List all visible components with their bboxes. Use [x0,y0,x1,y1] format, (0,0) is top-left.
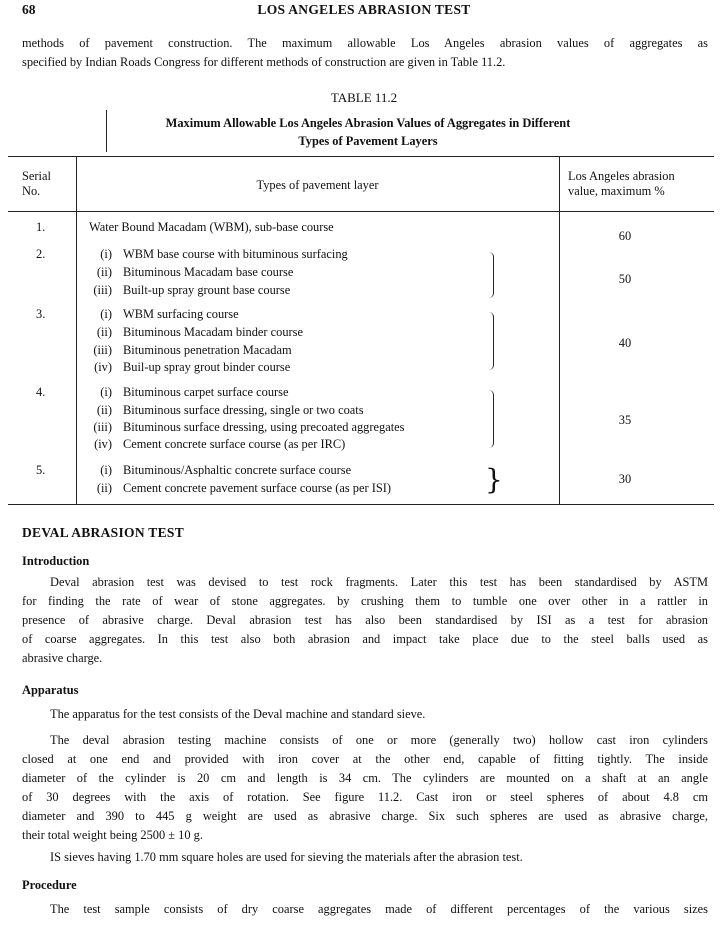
row-item-index: (iii) [93,420,112,434]
row-item: Built-up spray grount base course [123,283,291,297]
row-value: 40 [618,336,632,350]
row-item-index: (ii) [96,325,112,339]
row-item: Bituminous carpet surface course [123,385,289,399]
row-item-index: (i) [100,385,112,399]
row-item: Cement concrete pavement surface course (as per ISI) [123,481,391,495]
row-item-index: (i) [100,307,112,321]
row-serial: 4. [36,385,46,399]
row-item-index: (ii) [96,265,112,279]
procedure-paragraph [22,900,708,919]
text-line: The apparatus for the test consists of the Deval machine and standard sieve. [50,707,426,721]
text-line: of 30 degrees with the axis of rotation. See figure 11.2. Cast iron or steel spheres of about 4.8 cm [22,790,708,804]
apparatus-paragraph [22,848,708,867]
row-item-index: (iv) [94,360,112,374]
row-item: Bituminous Macadam binder course [123,325,303,339]
row-item-index: (iii) [93,343,112,357]
text-line: IS sieves having 1.70 mm square holes are used for sieving the materials after the abrasion test. [50,850,523,864]
apparatus-paragraph [22,731,708,845]
group-brace [489,252,494,298]
row-serial: 2. [36,247,46,261]
row-item: Bituminous penetration Macadam [123,343,292,357]
table-header-rule [8,211,714,212]
row-item: Bituminous surface dressing, single or two coats [123,403,364,417]
subsection-heading: Introduction [22,554,90,568]
text-line: The test sample consists of dry coarse aggregates made of different percentages of the various sizes [50,902,708,916]
col-header-line: No. [22,184,41,198]
introduction-paragraph [22,573,708,668]
apparatus-paragraph [22,705,708,724]
group-brace [489,390,494,448]
text-line: of coarse aggregates. In this test also both abrasion and impact take place due to the steel balls used as [22,632,708,646]
text-line: closed at one end and provided with iron cover at the other end, capable of fitting tightly. The inside [22,752,708,766]
row-value: 30 [618,472,632,486]
table-title [108,114,628,150]
table-bottom-rule [8,504,714,505]
caption-rule [106,110,107,152]
row-value: 50 [618,272,632,286]
table-top-rule [8,156,714,157]
col-header-serial [22,169,51,199]
text-line: methods of pavement construction. The maximum allowable Los Angeles abrasion values of aggregates as [22,36,708,50]
row-item-index: (i) [100,247,112,261]
row-item: Bituminous/Asphaltic concrete surface course [123,463,352,477]
running-title: LOS ANGELES ABRASION TEST [257,2,471,17]
section-heading: DEVAL ABRASION TEST [22,525,185,540]
row-item: WBM surfacing course [123,307,239,321]
row-serial: 5. [36,463,46,477]
col-header-line: Serial [22,169,51,183]
text-line: for finding the rate of wear of stone aggregates. by crushing them to tumble one over other in a rattler in [22,594,708,608]
table-col-divider [76,157,77,504]
row-item: WBM base course with bituminous surfacing [123,247,348,261]
row-value: 35 [618,413,632,427]
text-line: The deval abrasion testing machine consists of one or more (generally two) hollow cast iron cylinders [50,733,708,747]
row-item-index: (iii) [93,283,112,297]
text-line: specified by Indian Roads Congress for different methods of construction are given in Table 11.2. [22,55,506,69]
row-serial: 1. [36,220,46,234]
row-item-index: (iv) [94,437,112,451]
page-number: 68 [22,2,36,17]
group-brace [489,312,494,370]
row-item-index: (ii) [96,403,112,417]
text-line: abrasive charge. [22,651,103,665]
col-header-type: Types of pavement layer [256,178,379,192]
row-value: 60 [618,229,632,243]
row-item: Cement concrete surface course (as per IRC) [123,437,346,451]
text-line: diameter of the cylinder is 20 cm and length is 34 cm. The cylinders are mounted on a shaft at an angle [22,771,708,785]
table-number: TABLE 11.2 [330,90,398,105]
row-serial: 3. [36,307,46,321]
text-line: diameter and 390 to 445 g weight are used as abrasive charge. Six such spheres are used as abrasive charge, [22,809,708,823]
row-item: Bituminous Macadam base course [123,265,294,279]
row-item: Bituminous surface dressing, using precoated aggregates [123,420,405,434]
group-brace: } [485,463,503,496]
subsection-heading: Procedure [22,878,77,892]
row-item: Water Bound Macadam (WBM), sub-base course [89,220,334,234]
col-header-value [568,169,675,199]
table-title-line: Types of Pavement Layers [298,134,438,148]
row-item-index: (i) [100,463,112,477]
running-header [22,2,706,20]
table-col-divider [559,157,560,504]
text-line: presence of abrasive charge. Deval abrasion test has also been standardised by ISI as a test for abrasion [22,613,708,627]
col-header-line: Los Angeles abrasion [568,169,675,183]
row-item-index: (ii) [96,481,112,495]
text-line: Deval abrasion test was devised to test rock fragments. Later this test has been standardised by ASTM [50,575,708,589]
row-item: Buil-up spray grout binder course [123,360,291,374]
text-line: their total weight being 2500 ± 10 g. [22,828,203,842]
subsection-heading: Apparatus [22,683,79,697]
intro-paragraph [22,34,708,72]
col-header-line: value, maximum % [568,184,665,198]
table-title-line: Maximum Allowable Los Angeles Abrasion Values of Aggregates in Different [165,116,571,130]
